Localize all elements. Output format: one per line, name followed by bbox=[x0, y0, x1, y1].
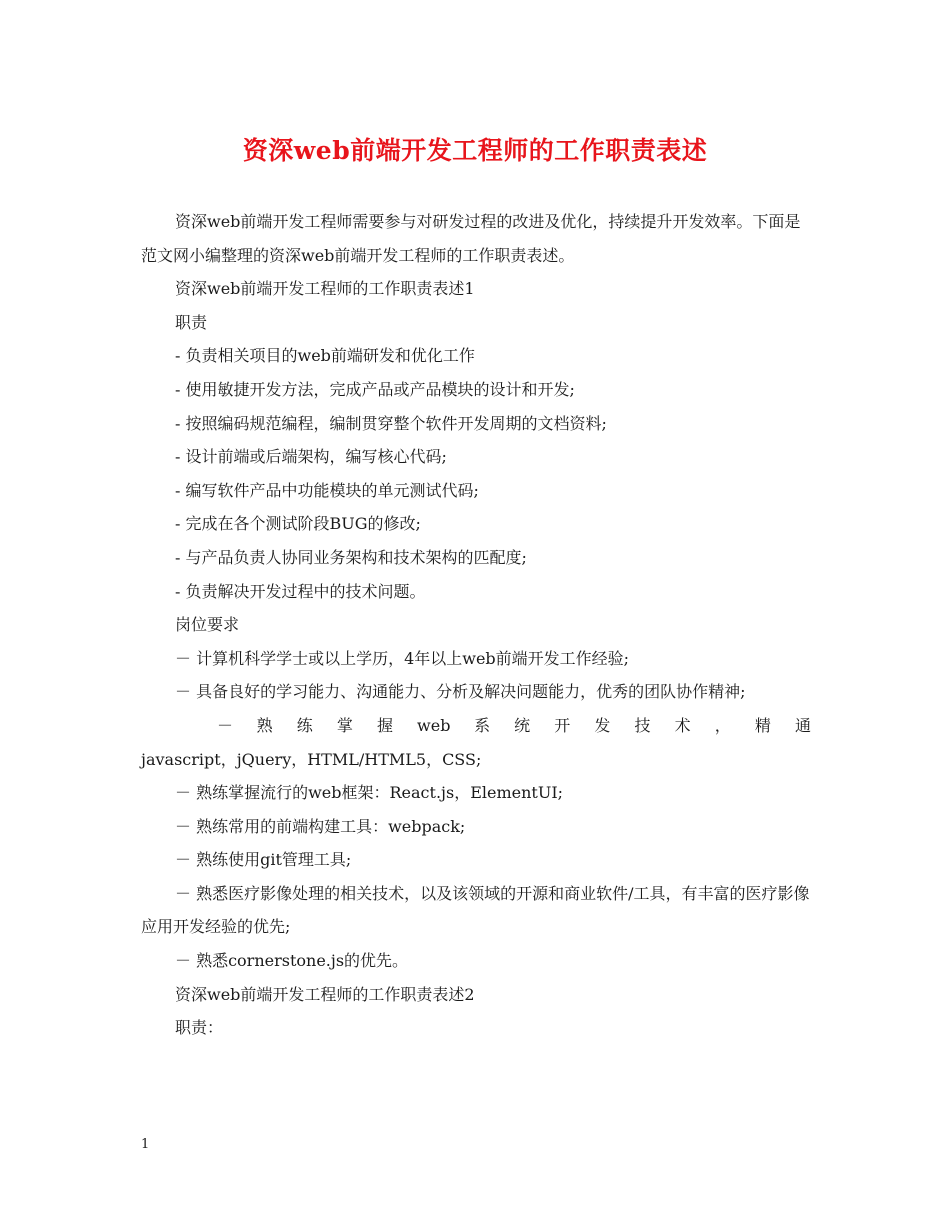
list-item: - 设计前端或后端架构，编写核心代码; bbox=[175, 447, 447, 467]
list-item: － 熟悉医疗影像处理的相关技术，以及该领域的开源和商业软件/工具，有丰富的医疗影像应用开发经验的优先; bbox=[141, 883, 810, 937]
list-item: － 熟悉cornerstone.js的优先。 bbox=[175, 951, 409, 971]
list-item: - 按照编码规范编程，编制贯穿整个软件开发周期的文档资料; bbox=[175, 413, 607, 433]
section-heading-2: 资深web前端开发工程师的工作职责表述2 bbox=[175, 984, 475, 1004]
section-heading-1: 资深web前端开发工程师的工作职责表述1 bbox=[175, 279, 475, 299]
document-title: 资深web前端开发工程师的工作职责表述 bbox=[242, 136, 708, 165]
page-number: 1 bbox=[141, 1137, 150, 1152]
list-item: - 与产品负责人协同业务架构和技术架构的匹配度; bbox=[175, 547, 527, 567]
list-item: － 熟练掌握流行的web框架：React.js，ElementUI; bbox=[175, 783, 564, 803]
list-item: － 熟练常用的前端构建工具：webpack; bbox=[175, 816, 466, 836]
requirements-heading: 岗位要求 bbox=[175, 615, 240, 635]
list-item: - 负责解决开发过程中的技术问题。 bbox=[175, 581, 426, 601]
list-item: - 完成在各个测试阶段BUG的修改; bbox=[175, 514, 421, 534]
responsibilities-heading-2: 职责： bbox=[175, 1018, 224, 1038]
document-body bbox=[141, 205, 811, 1045]
list-item: － 计算机科学学士或以上学历，4年以上web前端开发工作经验; bbox=[175, 648, 630, 668]
list-item: - 使用敏捷开发方法，完成产品或产品模块的设计和开发; bbox=[175, 379, 575, 399]
intro-paragraph: 资深web前端开发工程师需要参与对研发过程的改进及优化，持续提升开发效率。下面是范文网小编整理的资深web前端开发工程师的工作职责表述。 bbox=[141, 212, 801, 265]
list-item: － 熟练使用git管理工具; bbox=[175, 850, 352, 870]
responsibilities-heading: 职责 bbox=[175, 312, 208, 332]
list-item-spread-line: － 熟 练 掌 握 web 系 统 开 发 技 术 ， 精 通 bbox=[217, 715, 811, 735]
list-item: － 具备良好的学习能力、沟通能力、分析及解决问题能力，优秀的团队协作精神; bbox=[175, 682, 746, 702]
list-item-continuation: javascript，jQuery，HTML/HTML5，CSS; bbox=[141, 749, 482, 769]
list-item: - 负责相关项目的web前端研发和优化工作 bbox=[175, 346, 475, 366]
list-item: - 编写软件产品中功能模块的单元测试代码; bbox=[175, 480, 479, 500]
